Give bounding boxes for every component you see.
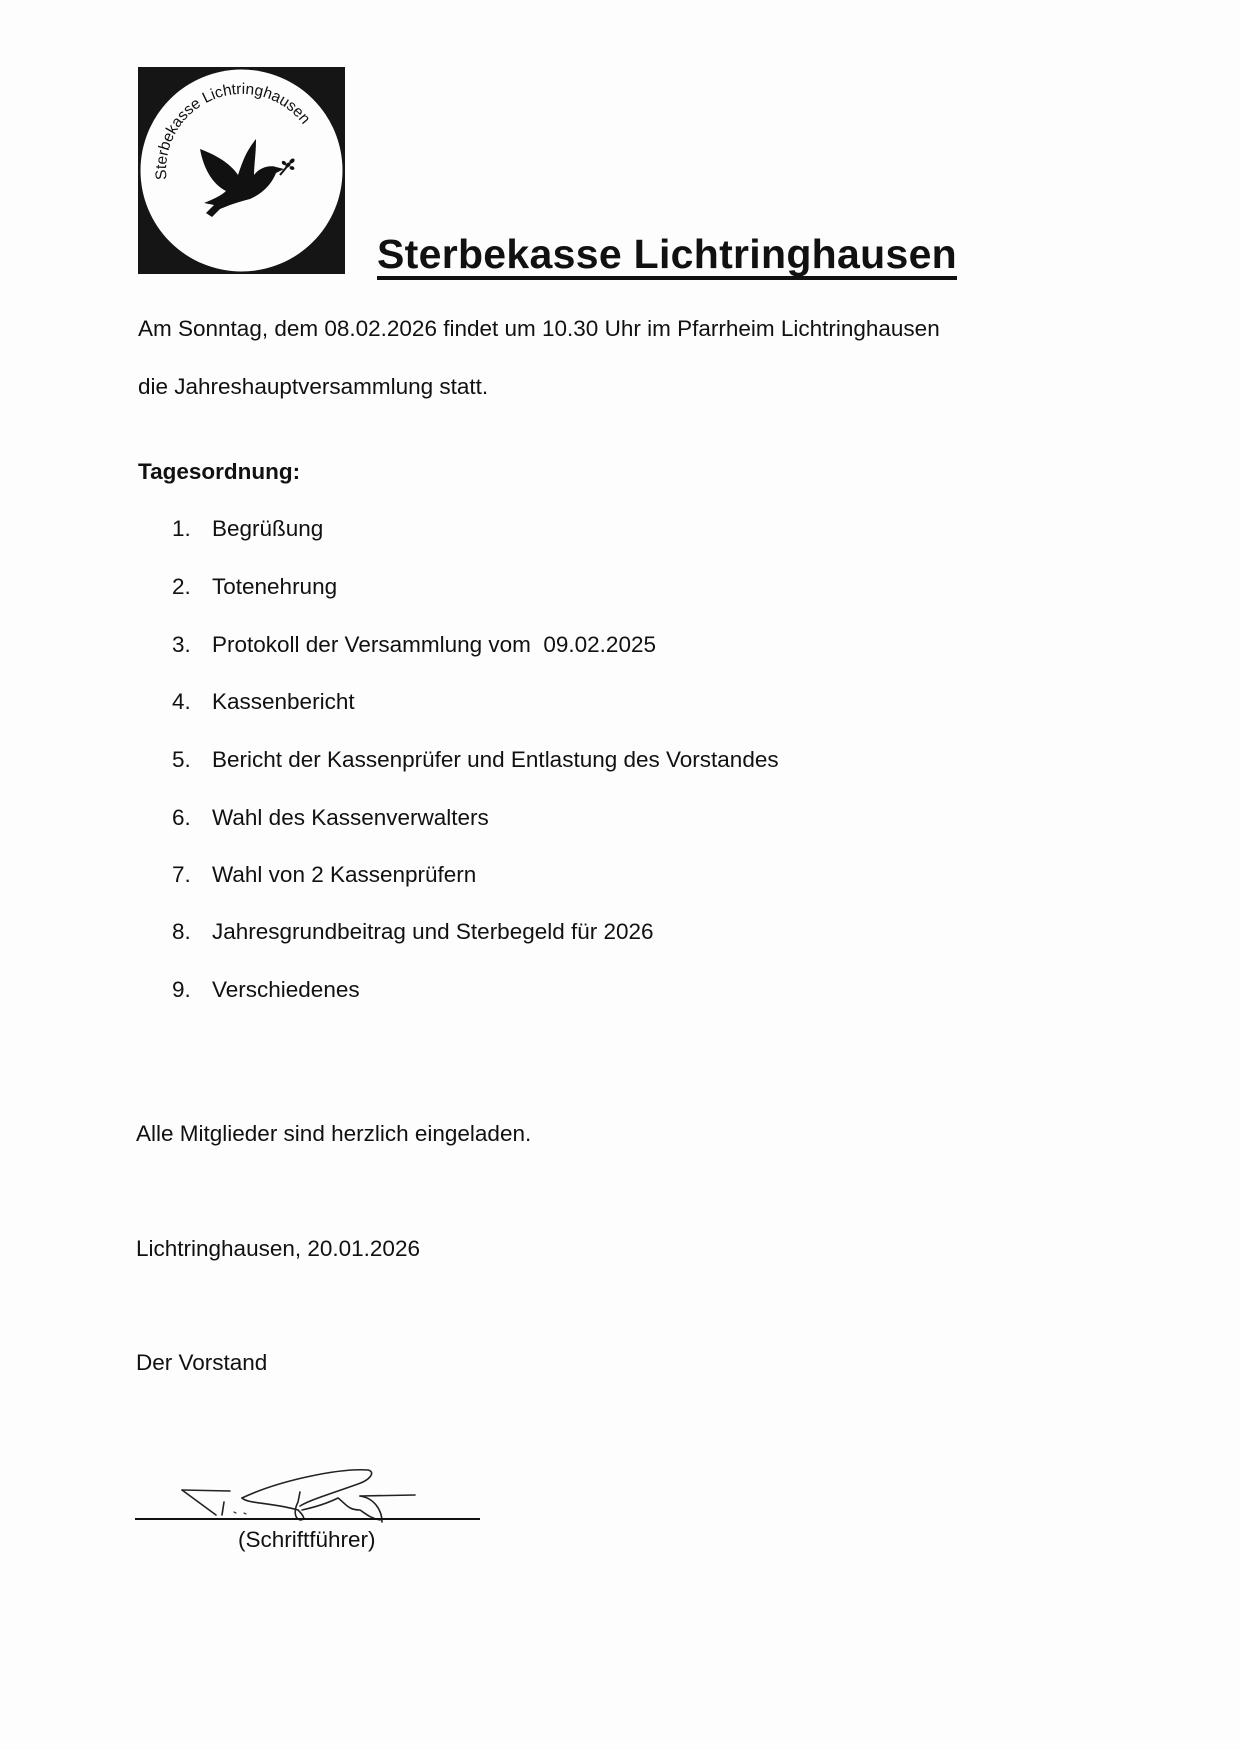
intro-line-2: die Jahreshauptversammlung statt.	[138, 374, 489, 399]
agenda-item	[172, 574, 337, 600]
agenda-heading: Tagesordnung:	[138, 459, 301, 484]
agenda-item-number: 6.	[172, 805, 191, 830]
agenda-item-number: 7.	[172, 862, 191, 887]
signature-line	[135, 1518, 480, 1520]
invitation-text: Alle Mitglieder sind herzlich eingeladen.	[136, 1121, 532, 1146]
agenda-item	[172, 747, 779, 773]
agenda-item	[172, 919, 654, 945]
agenda-item-number: 4.	[172, 689, 191, 714]
agenda-item-number: 2.	[172, 574, 191, 599]
signatory-role: (Schriftführer)	[238, 1527, 376, 1552]
agenda-item-text: Totenehrung	[212, 574, 338, 599]
agenda-item-text: Wahl von 2 Kassenprüfern	[212, 862, 477, 887]
agenda-item-text: Kassenbericht	[212, 689, 355, 714]
logo	[138, 67, 345, 274]
agenda-item-text: Protokoll der Versammlung vom 09.02.2025	[212, 632, 656, 657]
agenda-item-text: Bericht der Kassenprüfer und Entlastung des Vorstandes	[212, 747, 779, 772]
agenda-item	[172, 516, 323, 542]
logo-graphic	[138, 67, 345, 274]
agenda-item-number: 5.	[172, 747, 191, 772]
agenda-item-text: Verschiedenes	[212, 977, 360, 1002]
page-title: Sterbekasse Lichtringhausen	[377, 232, 957, 280]
logo-ring-text: Sterbekasse Lichtringhausen	[152, 80, 314, 181]
agenda-item-text: Jahresgrundbeitrag und Sterbegeld für 2026	[212, 919, 654, 944]
handwritten-signature	[170, 1440, 450, 1530]
agenda-item	[172, 805, 489, 831]
place-date: Lichtringhausen, 20.01.2026	[136, 1236, 420, 1261]
agenda-item	[172, 689, 355, 715]
intro-line-1: Am Sonntag, dem 08.02.2026 findet um 10.30 Uhr im Pfarrheim Lichtringhausen	[138, 316, 940, 341]
agenda-item	[172, 862, 476, 888]
agenda-item-number: 8.	[172, 919, 191, 944]
agenda-item	[172, 977, 360, 1003]
agenda-item	[172, 632, 656, 658]
agenda-item-number: 1.	[172, 516, 191, 541]
agenda-item-number: 9.	[172, 977, 191, 1002]
agenda-item-number: 3.	[172, 632, 191, 657]
agenda-item-text: Begrüßung	[212, 516, 324, 541]
signatory-label: Der Vorstand	[136, 1350, 268, 1375]
agenda-item-text: Wahl des Kassenverwalters	[212, 805, 489, 830]
